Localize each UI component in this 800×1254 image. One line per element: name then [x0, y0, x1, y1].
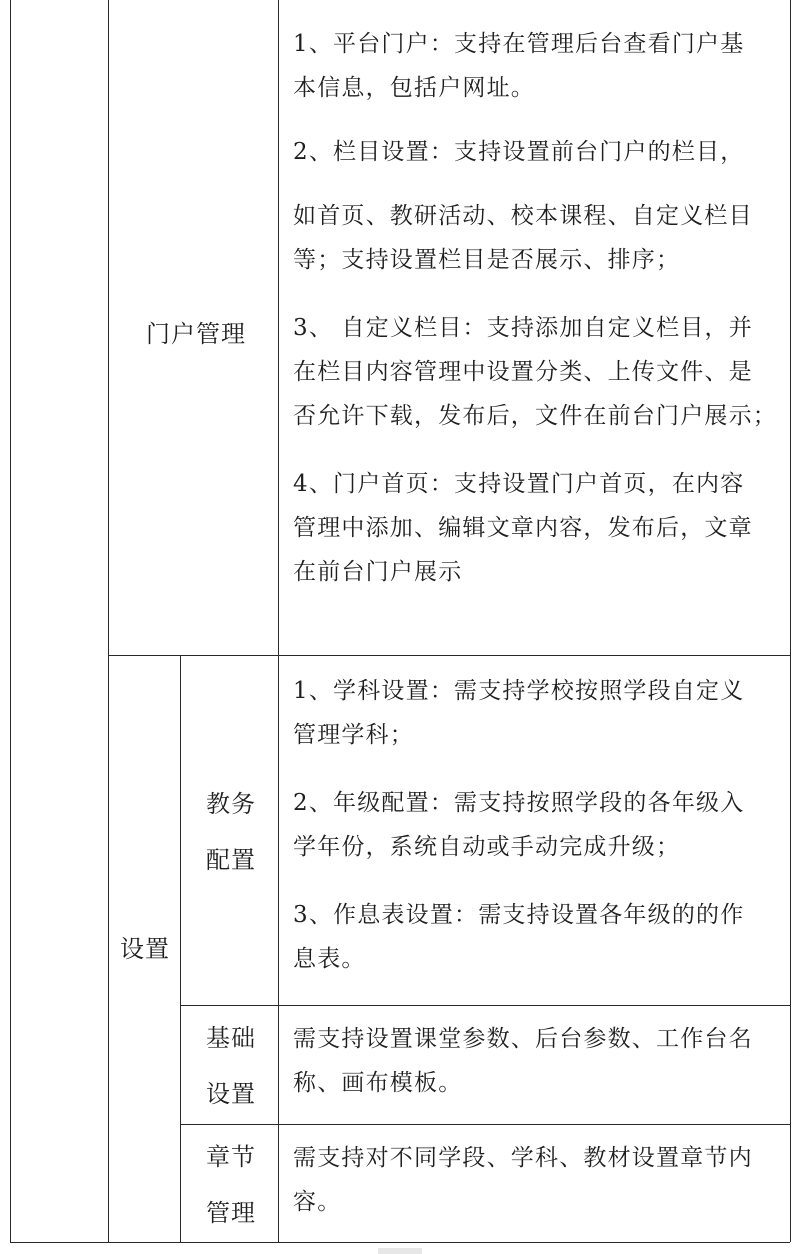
content-line: 等；支持设置栏目是否展示、排序； [293, 247, 681, 273]
content-line: 学年份，系统自动或手动完成升级； [293, 834, 681, 860]
content-line: 否允许下载，发布后，文件在前台门户展示； [293, 403, 777, 429]
content-line: 3、 自定义栏目：支持添加自定义栏目，并 [293, 315, 753, 341]
table-border-left [10, 0, 11, 1242]
content-line: 管理中添加、编辑文章内容，发布后，文章 [293, 515, 753, 541]
label-line: 管理 [206, 1199, 256, 1227]
chapter-management-content [293, 1136, 753, 1224]
content-line: 息表。 [293, 946, 366, 972]
teaching-config-content [293, 669, 744, 981]
row-divider-teaching-basic [180, 1005, 790, 1006]
portal-management-content [293, 22, 777, 594]
column-divider-3 [278, 0, 279, 1242]
content-line: 管理学科； [293, 722, 414, 748]
content-line: 4、门户首页：支持设置门户首页，在内容 [293, 471, 745, 497]
chapter-management-label [206, 1129, 256, 1241]
row-divider-portal-settings [108, 655, 790, 656]
label-line: 设置 [206, 1080, 256, 1108]
column-divider-1 [108, 0, 109, 1242]
content-line: 如首页、教研活动、校本课程、自定义栏目 [293, 203, 753, 229]
column-divider-2 [180, 655, 181, 1242]
content-line: 在栏目内容管理中设置分类、上传文件、是 [293, 359, 753, 385]
table-border-bottom [10, 1242, 790, 1243]
teaching-config-label [206, 776, 256, 888]
content-line: 2、栏目设置：支持设置前台门户的栏目， [293, 139, 745, 165]
content-line: 需支持对不同学段、学科、教材设置章节内 [293, 1145, 753, 1171]
label-line: 教务 [206, 790, 256, 818]
content-line: 在前台门户展示 [293, 559, 463, 585]
page-footer-mark [378, 1248, 422, 1254]
portal-management-label: 门户管理 [146, 320, 246, 348]
content-line: 3、作息表设置：需支持设置各年级的的作 [293, 902, 745, 928]
content-line: 1、平台门户：支持在管理后台查看门户基 [293, 31, 745, 57]
basic-settings-content [293, 1017, 753, 1105]
content-line: 1、学科设置：需支持学校按照学段自定义 [293, 678, 745, 704]
row-divider-basic-chapter [180, 1124, 790, 1125]
content-line: 称、画布模板。 [293, 1070, 463, 1096]
label-line: 基础 [206, 1024, 256, 1052]
table-border-right [790, 0, 791, 1242]
basic-settings-label [206, 1010, 256, 1122]
content-line: 需支持设置课堂参数、后台参数、工作台名 [293, 1026, 753, 1052]
label-line: 配置 [206, 846, 256, 874]
content-line: 容。 [293, 1189, 342, 1215]
settings-label: 设置 [120, 935, 170, 963]
content-line: 本信息，包括户网址。 [293, 75, 535, 101]
content-line: 2、年级配置：需支持按照学段的各年级入 [293, 790, 745, 816]
label-line: 章节 [206, 1143, 256, 1171]
